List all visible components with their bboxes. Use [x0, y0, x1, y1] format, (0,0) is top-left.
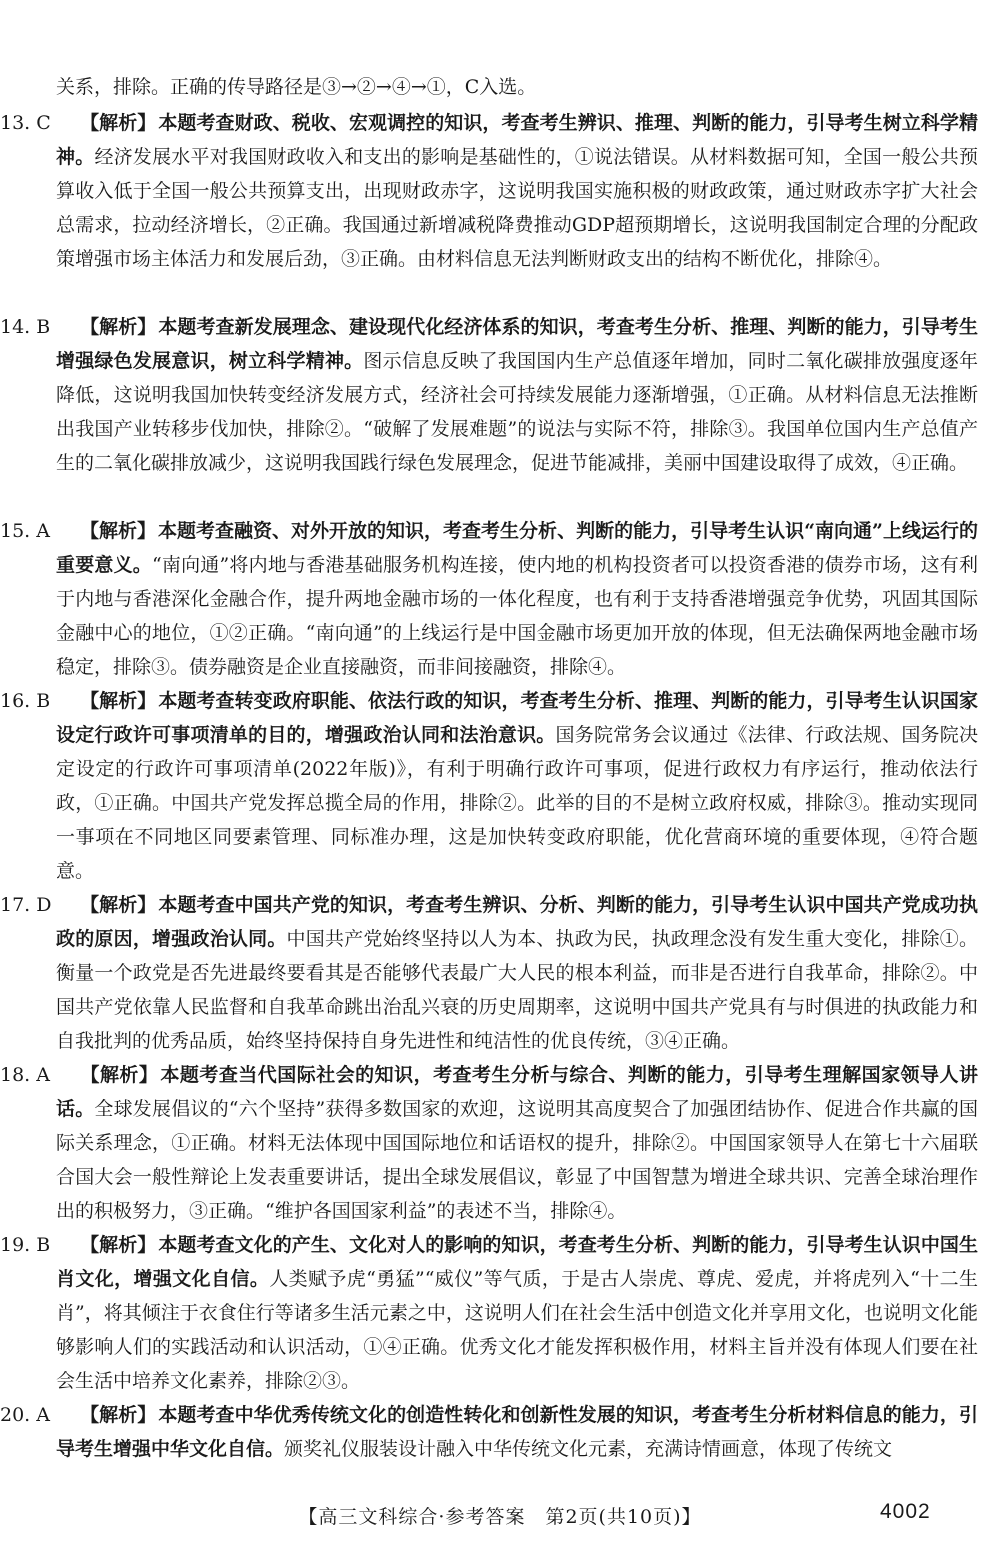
question-number: 20. A	[0, 1404, 50, 1426]
footer-code: 4002	[880, 1500, 931, 1523]
question-19	[0, 1228, 978, 1398]
analysis-body: 全球发展倡议的“六个坚持”获得多数国家的欢迎，这说明其高度契合了加强团结协作、促进合作共赢的国际关系理念，①正确。材料无法体现中国国际地位和话语权的提升，排除②。中国国家领导人在第七十六届联合国大会一般性辩论上发表重要讲话，提出全球发展倡议，彰显了中国智慧为增进全球共识、完善全球治理作出的积极努力，③正确。“维护各国国家利益”的表述不当，排除④。	[56, 1098, 978, 1222]
analysis-lead: 本题考查中华优秀传统文化的创造性转化和创新性发展的知识，考查考生分析材料信息的能力，引导考生增强中华文化自信。	[56, 1404, 978, 1460]
question-20	[0, 1398, 978, 1466]
intro-text: 关系，排除。正确的传导路径是③→②→④→①，C入选。	[56, 76, 537, 98]
footer-text: 【高三文科综合·参考答案 第2页(共10页)】	[298, 1506, 702, 1528]
analysis-lead: 本题考查新发展理念、建设现代化经济体系的知识，考查考生分析、推理、判断的能力，引导考生增强绿色发展意识，树立科学精神。	[56, 316, 978, 372]
question-number: 18. A	[0, 1064, 50, 1086]
analysis-body: 经济发展水平对我国财政收入和支出的影响是基础性的，①说法错误。从材料数据可知，全国一般公共预算收入低于全国一般公共预算支出，出现财政赤字，这说明我国实施积极的财政政策，通过财政赤字扩大社会总需求，拉动经济增长，②正确。我国通过新增减税降费推动GDP超预期增长，这说明我国制定合理的分配政策增强市场主体活力和发展后劲，③正确。由材料信息无法判断财政支出的结构不断优化，排除④。	[56, 146, 978, 270]
analysis-tag: 【解析】	[80, 112, 157, 134]
analysis-body: 中国共产党始终坚持以人为本、执政为民，执政理念没有发生重大变化，排除①。衡量一个政党是否先进最终要看其是否能够代表最广大人民的根本利益，而非是否进行自我革命，排除②。中国共产党依靠人民监督和自我革命跳出治乱兴衰的历史周期率，这说明中国共产党具有与时俱进的执政能力和自我批判的优秀品质，始终坚持保持自身先进性和纯洁性的优良传统，③④正确。	[56, 928, 978, 1052]
question-number: 19. B	[0, 1234, 51, 1256]
analysis-tag: 【解析】	[80, 690, 157, 712]
analysis-tag: 【解析】	[80, 1404, 157, 1426]
analysis-lead: 本题考查中国共产党的知识，考查考生辨识、分析、判断的能力，引导考生认识中国共产党成功执政的原因，增强政治认同。	[56, 894, 978, 950]
analysis-body: 图示信息反映了我国国内生产总值逐年增加，同时二氧化碳排放强度逐年降低，这说明我国加快转变经济发展方式，经济社会可持续发展能力逐渐增强，①正确。从材料信息无法推断出我国产业转移步伐加快，排除②。“破解了发展难题”的说法与实际不符，排除③。我国单位国内生产总值产生的二氧化碳排放减少，这说明我国践行绿色发展理念，促进节能减排，美丽中国建设取得了成效，④正确。	[56, 350, 978, 474]
question-number: 15. A	[0, 520, 50, 542]
analysis-lead: 本题考查当代国际社会的知识，考查考生分析与综合、判断的能力，引导考生理解国家领导人讲话。	[56, 1064, 978, 1120]
analysis-tag: 【解析】	[80, 1234, 157, 1256]
analysis-tag: 【解析】	[80, 316, 157, 338]
question-17	[0, 888, 978, 1058]
question-13	[0, 106, 978, 276]
analysis-lead: 本题考查融资、对外开放的知识，考查考生分析、判断的能力，引导考生认识“南向通”上线运行的重要意义。	[56, 520, 978, 576]
analysis-body: 颁奖礼仪服装设计融入中华传统文化元素，充满诗情画意，体现了传统文	[284, 1438, 893, 1460]
analysis-body: “南向通”将内地与香港基础服务机构连接，使内地的机构投资者可以投资香港的债券市场，这有利于内地与香港深化金融合作，提升两地金融市场的一体化程度，也有利于支持香港增强竞争优势，巩固其国际金融中心的地位，①②正确。“南向通”的上线运行是中国金融市场更加开放的体现，但无法确保两地金融市场稳定，排除③。债券融资是企业直接融资，而非间接融资，排除④。	[56, 554, 978, 678]
analysis-lead: 本题考查转变政府职能、依法行政的知识，考查考生分析、推理、判断的能力，引导考生认识国家设定行政许可事项清单的目的，增强政治认同和法治意识。	[56, 690, 978, 746]
question-number: 14. B	[0, 316, 51, 338]
question-number: 16. B	[0, 690, 51, 712]
question-14	[0, 310, 978, 480]
question-number: 17. D	[0, 894, 52, 916]
question-18	[0, 1058, 978, 1228]
question-15	[0, 514, 978, 684]
analysis-body: 人类赋予虎“勇猛”“威仪”等气质，于是古人崇虎、尊虎、爱虎，并将虎列入“十二生肖”，将其倾注于衣食住行等诸多生活元素之中，这说明人们在社会生活中创造文化并享用文化，也说明文化能够影响人们的实践活动和认识活动，①④正确。优秀文化才能发挥积极作用，材料主旨并没有体现人们要在社会生活中培养文化素养，排除②③。	[56, 1268, 978, 1392]
analysis-tag: 【解析】	[80, 894, 157, 916]
page-footer	[0, 1502, 1000, 1529]
analysis-tag: 【解析】	[80, 520, 157, 542]
analysis-lead: 本题考查财政、税收、宏观调控的知识，考查考生辨识、推理、判断的能力，引导考生树立科学精神。	[56, 112, 978, 168]
analysis-body: 国务院常务会议通过《法律、行政法规、国务院决定设定的行政许可事项清单(2022年版)》，有利于明确行政许可事项，促进行政权力有序运行，推动依法行政，①正确。中国共产党发挥总揽全局的作用，排除②。此举的目的不是树立政府权威，排除③。推动实现同一事项在不同地区同要素管理、同标准办理，这是加快转变政府职能，优化营商环境的重要体现，④符合题意。	[56, 724, 978, 882]
analysis-tag: 【解析】	[80, 1064, 159, 1086]
analysis-lead: 本题考查文化的产生、文化对人的影响的知识，考查考生分析、判断的能力，引导考生认识中国生肖文化，增强文化自信。	[56, 1234, 978, 1290]
question-number: 13. C	[0, 112, 51, 134]
question-16	[0, 684, 978, 888]
